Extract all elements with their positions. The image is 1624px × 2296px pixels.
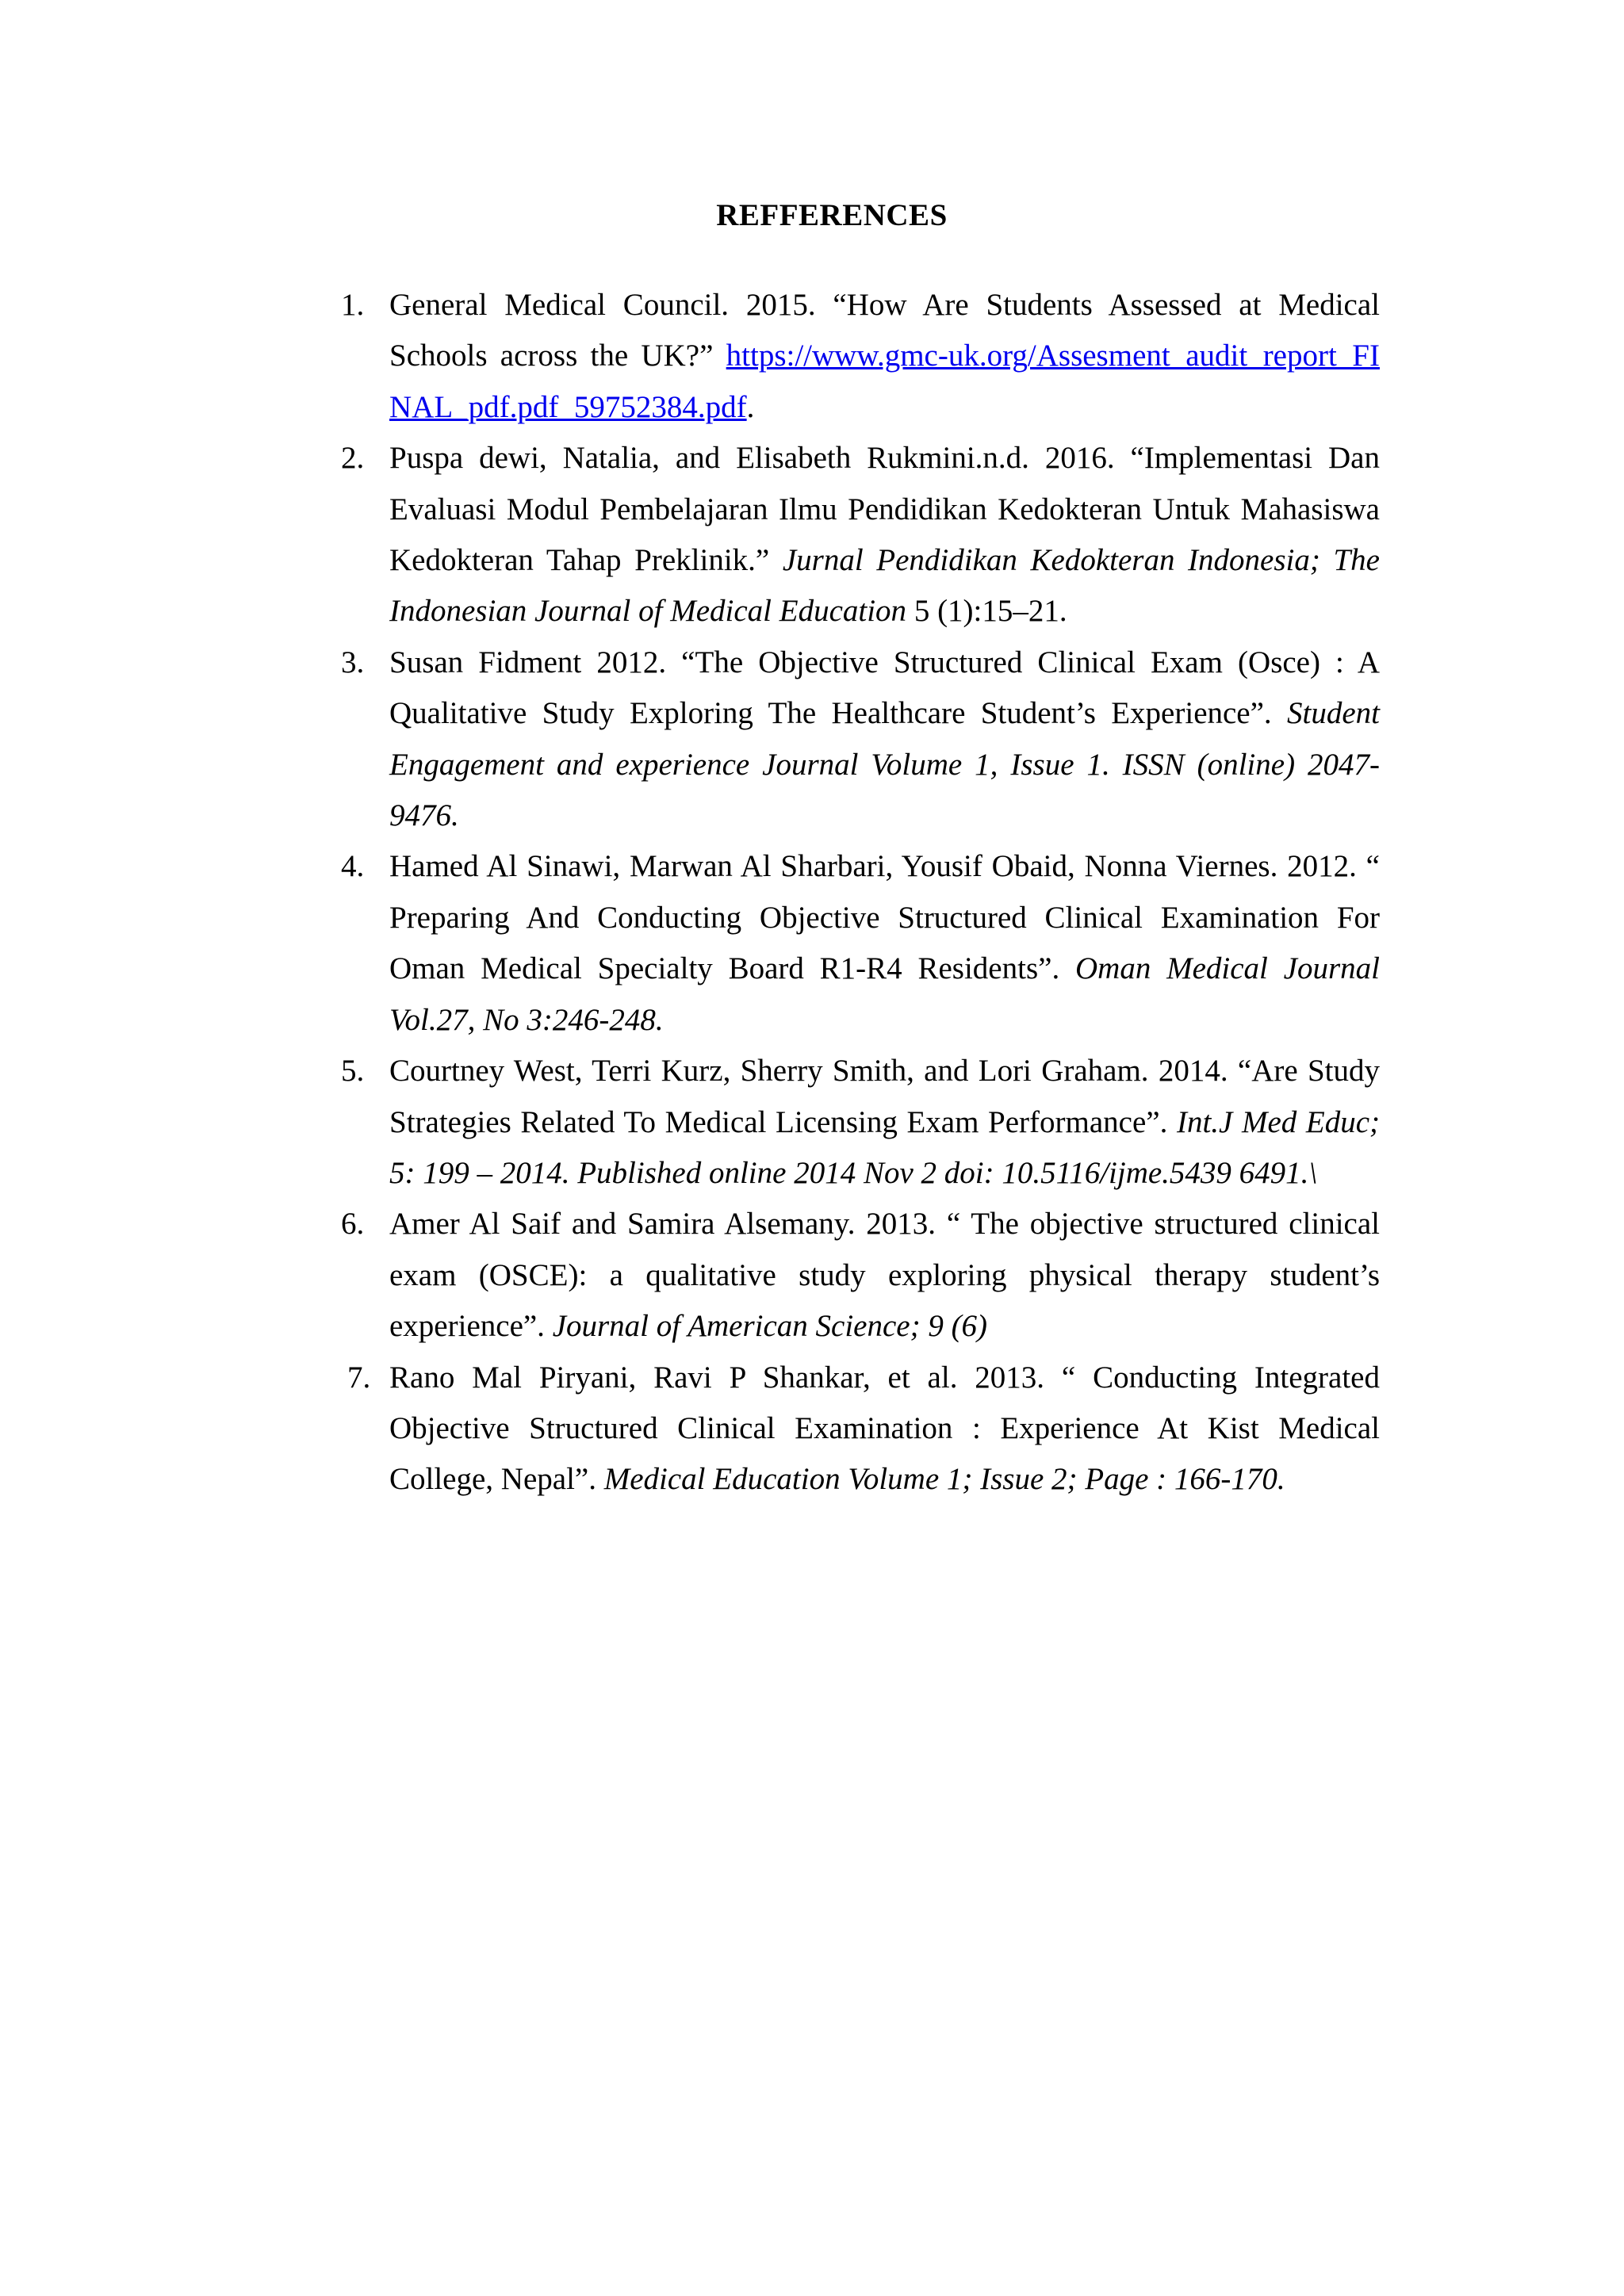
reference-suffix: 5 (1):15–21. (906, 594, 1067, 629)
reference-item-4 (333, 841, 1380, 1046)
reference-item-2 (333, 433, 1380, 637)
reference-text: Rano Mal Piryani, Ravi P Shankar, et al. 2013. “ Conducting Integrated Objective Structured Clinical Examination : Experience At Kist Medical College, Nepal”. (389, 1360, 1380, 1497)
reference-number: 3. (341, 645, 365, 679)
reference-journal: Jurnal Pendidikan Kedokteran Indonesia; The Indonesian Journal of Medical Education (389, 543, 1380, 629)
reference-list (333, 280, 1380, 1506)
reference-journal: Int.J Med Educ; 5: 199 – 2014. Published online 2014 Nov 2 doi: 10.5116/ijme.5439 6491.\ (389, 1104, 1380, 1190)
page-title: REFFERENCES (716, 198, 948, 232)
reference-text: General Medical Council. 2015. “How Are Students Assessed at Medical Schools across the UK?” (389, 288, 1380, 373)
reference-item-6 (333, 1199, 1380, 1352)
reference-journal: Oman Medical Journal Vol.27, No 3:246-248. (389, 951, 1380, 1037)
reference-text: Susan Fidment 2012. “The Objective Structured Clinical Exam (Osce) : A Qualitative Study Exploring The Healthcare Student’s Experience”. (389, 645, 1380, 731)
reference-text: Courtney West, Terri Kurz, Sherry Smith, and Lori Graham. 2014. “Are Study Strategies Related To Medical Licensing Exam Performance”. (389, 1054, 1380, 1139)
reference-number: 4. (341, 849, 365, 884)
reference-item-1 (333, 280, 1380, 433)
reference-item-3 (333, 637, 1380, 842)
reference-journal: Journal of American Science; 9 (6) (552, 1309, 988, 1344)
reference-text: Hamed Al Sinawi, Marwan Al Sharbari, Yousif Obaid, Nonna Viernes. 2012. “ Preparing And Conducting Objective Structured Clinical Examination For Oman Medical Specialty Board R1-R4 Residents”. (389, 849, 1380, 986)
reference-text: Amer Al Saif and Samira Alsemany. 2013. “ The objective structured clinical exam (OSCE): a qualitative study exploring physical therapy student’s experience”. (389, 1207, 1380, 1344)
reference-link[interactable]: https://www.gmc-uk.org/Assesment_audit_report_FINAL_pdf.pdf_59752384.pdf (389, 339, 1380, 424)
reference-number: 5. (341, 1054, 365, 1089)
reference-journal: Student Engagement and experience Journal Volume 1, Issue 1. ISSN (online) 2047-9476. (389, 696, 1380, 833)
reference-number: 6. (341, 1207, 365, 1242)
reference-suffix: . (746, 389, 755, 424)
reference-number: 1. (341, 288, 365, 322)
reference-item-7 (333, 1353, 1380, 1506)
reference-number: 7. (347, 1360, 371, 1395)
reference-journal: Medical Education Volume 1; Issue 2; Page : 166-170. (603, 1462, 1285, 1497)
reference-item-5 (333, 1046, 1380, 1199)
reference-text: Puspa dewi, Natalia, and Elisabeth Rukmini.n.d. 2016. “Implementasi Dan Evaluasi Modul Pembelajaran Ilmu Pendidikan Kedokteran Untuk Mahasiswa Kedokteran Tahap Preklinik.” (389, 441, 1380, 578)
reference-number: 2. (341, 441, 365, 476)
